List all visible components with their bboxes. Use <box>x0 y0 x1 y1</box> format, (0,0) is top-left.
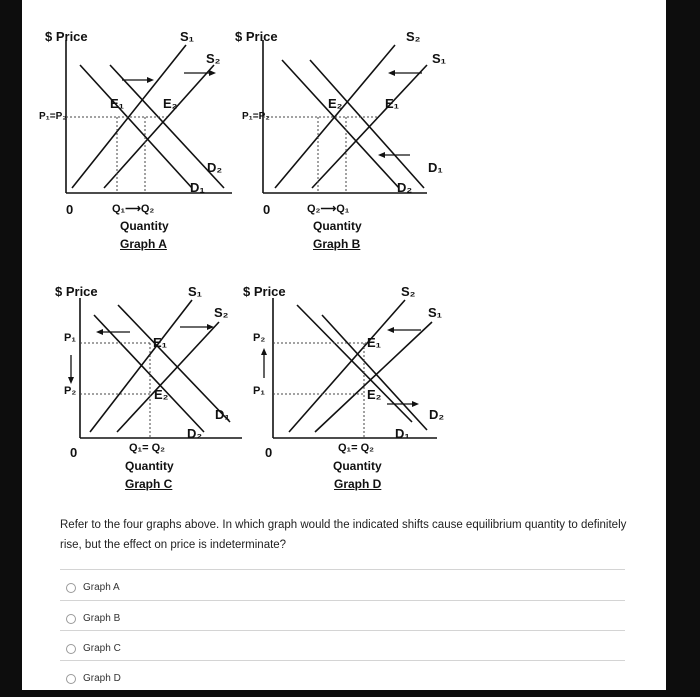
equilibrium-label: E₂ <box>367 387 382 402</box>
demand-label: D₁ <box>395 426 410 441</box>
supply-label: S₁ <box>180 29 195 44</box>
supply-label: S₂ <box>214 305 229 320</box>
origin-label: 0 <box>265 445 273 460</box>
supply-label: S₂ <box>401 284 416 299</box>
graph-d-plot <box>207 270 527 500</box>
radio-button[interactable] <box>66 644 76 654</box>
demand-label: D₁ <box>215 407 230 422</box>
answer-option-graph-c[interactable] <box>66 643 121 654</box>
answer-option-graph-b[interactable] <box>66 613 120 624</box>
price-label: P₂ <box>253 332 266 344</box>
origin-label: 0 <box>263 202 271 217</box>
y-axis-title: $ Price <box>55 284 98 299</box>
radio-button[interactable] <box>66 674 76 684</box>
y-axis-title: $ Price <box>243 284 286 299</box>
graph-caption: Graph C <box>125 477 173 491</box>
answer-option-graph-d[interactable] <box>66 673 121 684</box>
option-label: Graph D <box>83 673 121 684</box>
option-label: Graph A <box>83 582 120 593</box>
demand-label: D₂ <box>397 180 413 195</box>
supply-label: S₁ <box>188 284 203 299</box>
equilibrium-label: E₁ <box>367 335 382 350</box>
origin-label: 0 <box>70 445 78 460</box>
y-axis-title: $ Price <box>235 29 278 44</box>
answer-option-row <box>60 660 625 692</box>
option-label: Graph B <box>83 613 121 624</box>
quantity-shift-label: Q₁⟶Q₂ <box>112 203 155 215</box>
price-label: P₁=P₂ <box>39 111 67 122</box>
origin-label: 0 <box>66 202 74 217</box>
equilibrium-label: E₁ <box>153 335 168 350</box>
graph-b <box>212 0 532 260</box>
answer-option-row <box>60 600 625 632</box>
option-label: Graph C <box>83 643 121 654</box>
equilibrium-label: E₂ <box>163 96 178 111</box>
x-axis-title: Quantity <box>125 459 174 473</box>
quantity-shift-label: Q₁= Q₂ <box>338 442 375 454</box>
price-label: P₁ <box>64 332 76 344</box>
price-label: P₁ <box>253 385 265 397</box>
question-text: Refer to the four graphs above. In which graph would the indicated shifts cause equilibrium quantity to definitely rise, but the effect on price is indeterminate? <box>60 519 627 551</box>
graph-caption: Graph A <box>120 237 167 251</box>
demand-label: D₂ <box>187 426 203 441</box>
supply-label: S₂ <box>206 51 221 66</box>
graph-d <box>207 270 527 500</box>
x-axis-title: Quantity <box>313 219 362 233</box>
supply-label: S₁ <box>432 51 447 66</box>
x-axis-title: Quantity <box>333 459 382 473</box>
equilibrium-label: E₂ <box>154 387 169 402</box>
graph-caption: Graph D <box>334 477 382 491</box>
answer-option-row <box>60 630 625 662</box>
demand-label: D₂ <box>207 160 223 175</box>
question-panel <box>22 0 666 690</box>
radio-button[interactable] <box>66 614 76 624</box>
supply-label: S₂ <box>406 29 421 44</box>
supply-label: S₁ <box>428 305 443 320</box>
y-axis-title: $ Price <box>45 29 88 44</box>
demand-label: D₂ <box>429 407 445 422</box>
answer-option-row <box>60 569 625 601</box>
radio-button[interactable] <box>66 583 76 593</box>
quantity-shift-label: Q₂⟶Q₁ <box>307 203 350 215</box>
answer-option-graph-a[interactable] <box>66 582 120 593</box>
equilibrium-label: E₂ <box>328 96 343 111</box>
demand-label: D₁ <box>190 180 205 195</box>
graph-caption: Graph B <box>313 237 361 251</box>
demand-label: D₁ <box>428 160 443 175</box>
quantity-shift-label: Q₁= Q₂ <box>129 442 166 454</box>
graph-b-plot <box>212 0 532 260</box>
x-axis-title: Quantity <box>120 219 169 233</box>
price-label: P₁=P₂ <box>242 111 270 122</box>
price-label: P₂ <box>64 385 77 397</box>
equilibrium-label: E₁ <box>110 96 125 111</box>
equilibrium-label: E₁ <box>385 96 400 111</box>
